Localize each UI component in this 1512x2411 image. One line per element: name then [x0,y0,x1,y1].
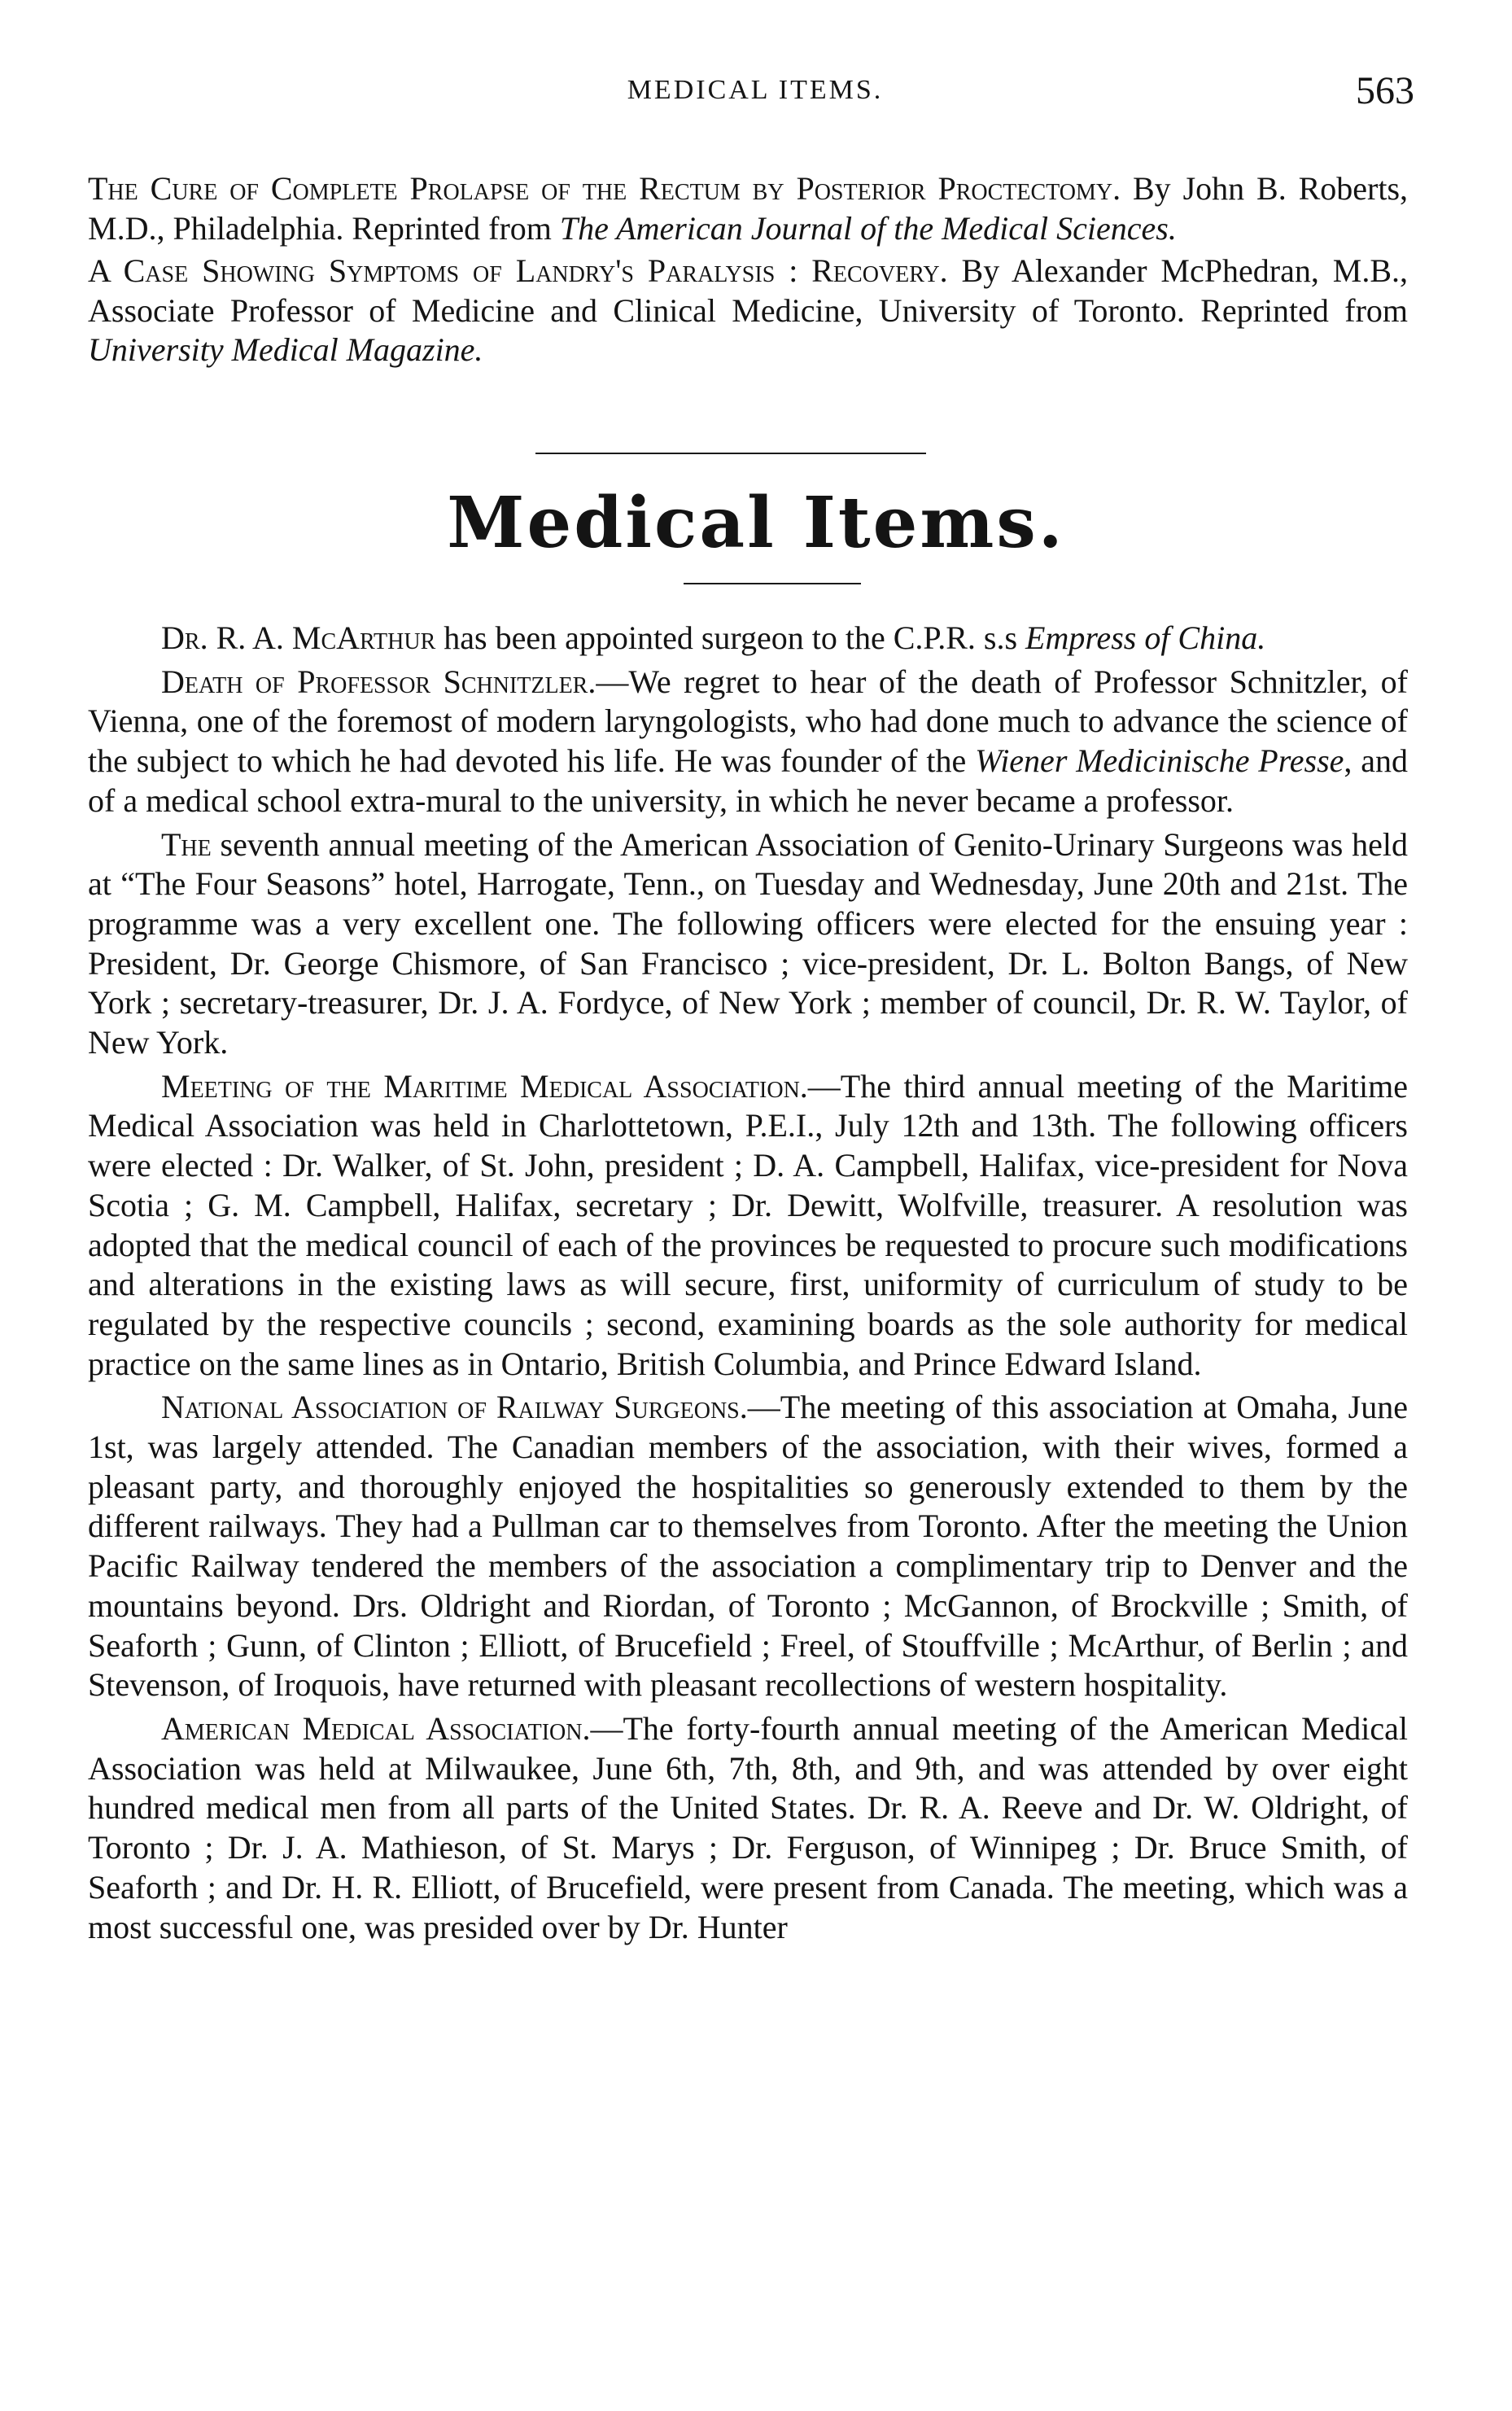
bibliography-entry-rectum [88,169,1408,248]
item-railway [88,1388,1408,1705]
item-text: —The third annual meeting of the Maritime Medical Association was held in Charlottetown, P.E.I., July 12th and 13th. The following officers were elected : Dr. Walker, of St. John, president ; D. A. Campbell, Halifax, vice-president for Nova Scotia ; G. M. Campbell, Halifax, secretary ; Dr. Dewitt, Wolfville, treasurer. A resolution was adopted that the medical council of each of the provinces be requested to procure such modifications and alterations in the existing laws as will secure, first, uniformity of curriculum of study to be regulated by the respective councils ; second, examining boards as the sole authority for medical practice on the same lines as in Ontario, British Columbia, and Prince Edward Island. [88,1067,1408,1382]
item-schnitzler [88,663,1408,821]
item-ama [88,1709,1408,1947]
entry-source: The American Journal of the Medical Sciences. [559,209,1177,247]
bibliography-list [88,169,1408,370]
ship-name: Empress of China. [1025,619,1266,656]
item-lead: Death of Professor Schnitzler. [161,663,596,700]
item-lead: Meeting of the Maritime Medical Association. [161,1067,808,1105]
entry-title: The Cure of Complete Prolapse of the Rectum by Posterior Proctectomy. [88,170,1121,207]
section-title: Medical Items. [447,482,1065,564]
item-text: seventh annual meeting of the American Association of Genito-Urinary Surgeons was held at “The Four Seasons” hotel, Harrogate, Tenn., on Tuesday and Wednesday, June 20th and 21st. The programme was a very excellent one. The following officers were elected for the ensuing year : President, Dr. George Chismore, of San Francisco ; vice-president, Dr. L. Bolton Bangs, of New York ; secretary-treasurer, Dr. J. A. Fordyce, of New York ; member of council, Dr. R. W. Taylor, of New York. [88,825,1408,1061]
item-lead: American Medical Association. [161,1709,591,1747]
page-number: 563 [1356,69,1414,112]
entry-text: By Alexander McPhedran, M.B., Associate Professor of Medicine and Clinical Medicine, University of Toronto. Reprinted from [88,252,1409,329]
journal-name: Wiener Medicinische Presse [975,742,1344,780]
divider-rule [535,453,926,454]
item-genito-urinary [88,825,1408,1063]
entry-title: A Case Showing Symptoms of Landry's Paralysis : Recovery. [88,252,948,289]
running-title: MEDICAL ITEMS. [627,75,884,105]
item-lead: Dr. R. A. McArthur [161,619,436,656]
item-text: —The meeting of this association at Omaha, June 1st, was largely attended. The Canadian members of the association, with their wives, formed a pleasant party, and thoroughly enjoyed the hospitalities so generously extended to them by the different railways. They had a Pullman car to themselves from Toronto. After the meeting the Union Pacific Railway tendered the members of the association a complimentary trip to Denver and the mountains beyond. Drs. Oldright and Riordan, of Toronto ; McGannon, of Brockville ; Smith, of Seaforth ; Gunn, of Clinton ; Elliott, of Brucefield ; Freel, of Stouffville ; McArthur, of Berlin ; and Stevenson, of Iroquois, have returned with pleasant recollections of western hospitality. [88,1389,1409,1704]
bibliography-entry-landry [88,252,1408,370]
item-mcarthur [88,619,1408,659]
item-maritime [88,1067,1408,1385]
item-lead: The [161,825,212,863]
entry-source: University Medical Magazine. [88,331,483,368]
title-underline-rule [684,583,861,584]
entry-text: By John B. Roberts, M.D., Philadelphia. Reprinted from [88,170,1409,247]
item-lead: National Association of Railway Surgeons. [161,1389,748,1426]
running-head [96,68,1414,117]
item-text: —We regret to hear of the death of Professor Schnitzler, of Vienna, one of the foremost of modern laryngologists, who had done much to advance the science of the subject to which he had devoted his life. He was founder of the [88,663,1408,780]
medical-items-body [88,619,1408,1951]
item-text-continued: , and of a medical school extra-mural to the university, in which he never became a professor. [88,742,1408,819]
item-text: has been appointed surgeon to the C.P.R. s.s [435,619,1026,656]
item-text: —The forty-fourth annual meeting of the American Medical Association was held at Milwaukee, June 6th, 7th, 8th, and 9th, and was attended by over eight hundred medical men from all parts of the United States. Dr. R. A. Reeve and Dr. W. Oldright, of Toronto ; Dr. J. A. Mathieson, of St. Marys ; Dr. Ferguson, of Winnipeg ; Dr. Bruce Smith, of Seaforth ; and Dr. H. R. Elliott, of Brucefield, were present from Canada. The meeting, which was a most successful one, was presided over by Dr. Hunter [88,1709,1409,1945]
